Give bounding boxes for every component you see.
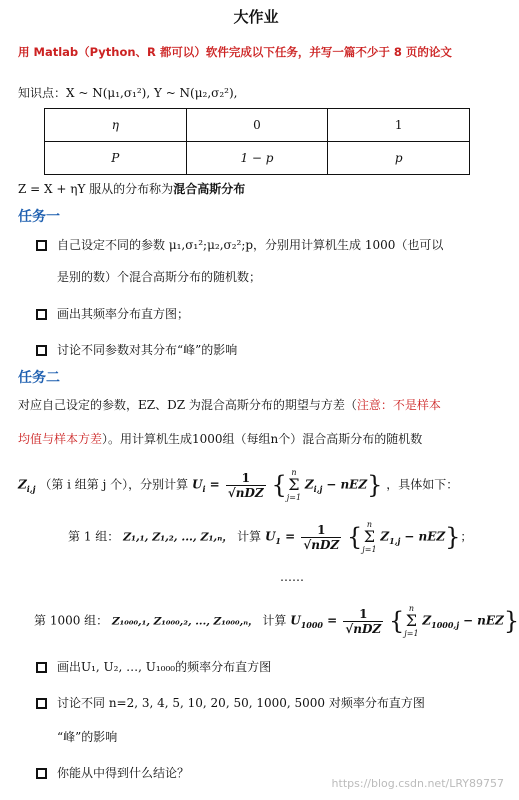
table-cell: 0 xyxy=(186,109,328,142)
calc-label: 计算 xyxy=(237,529,262,544)
note-label: 注意： xyxy=(356,398,393,412)
group-label: 第 1 组： xyxy=(68,529,120,544)
u-var: U xyxy=(191,477,203,492)
list-item-text: 讨论不同 n=2, 3, 4, 5, 10, 20, 50, 1000, 5000 对频率分布直方图 xyxy=(57,696,425,710)
requirement-text: 用 Matlab（Python、R 都可以）软件完成以下任务，并写一篇不少于 8 页的论文 xyxy=(18,45,452,59)
group1000-line: 第 1000 组： Z₁₀₀₀,₁, Z₁₀₀₀,₂, ..., Z₁₀₀₀,ₙ， 计算 $U_{1000}$ = $\frac{1}{\text{√nDZ}}$ { n Σ j=1 $Z_{1000,j} - nEZ$} xyxy=(34,604,519,638)
list-item-text: 讨论不同参数对其分布“峰”的影响 xyxy=(57,343,238,357)
list-item xyxy=(36,305,189,322)
ellipsis: …… xyxy=(280,570,304,584)
u-sub: i xyxy=(202,483,206,494)
table-row xyxy=(45,142,470,175)
group-label: 第 1000 组： xyxy=(34,613,109,628)
knowledge-line: 知识点：X ~ N(μ₁,σ₁²), Y ~ N(μ₂,σ₂²), xyxy=(18,86,238,100)
task2-intro-line1 xyxy=(18,396,441,413)
watermark: https://blog.csdn.net/LRY89757 xyxy=(331,777,504,790)
task2-intro-line2 xyxy=(18,430,422,447)
list-item xyxy=(36,236,443,253)
sum-symbol: n Σ j=1 xyxy=(404,604,419,638)
fraction: $\frac{1}{\text{√nDZ}}$ xyxy=(227,470,264,500)
page-title: 大作业 xyxy=(233,8,279,26)
table-cell: p xyxy=(328,142,470,175)
list-item xyxy=(36,694,425,711)
list-item-continuation: 是别的数）个混合高斯分布的随机数； xyxy=(57,270,262,284)
checkbox-icon xyxy=(36,240,47,251)
intro-text: 对应自己设定的参数，EZ、DZ 为混合高斯分布的期望与方差（ xyxy=(18,398,357,412)
table-row xyxy=(45,109,470,142)
list-item-text: 自己设定不同的参数 μ₁,σ₁²;μ₂,σ₂²;p，分别用计算机生成 1000（也可以 xyxy=(57,238,444,252)
task2-heading: 任务二 xyxy=(18,370,60,386)
list-item-text: 你能从中得到什么结论？ xyxy=(57,766,190,780)
list-item-text: 画出其频率分布直方图； xyxy=(57,307,190,321)
table-cell: 1 xyxy=(328,109,470,142)
checkbox-icon xyxy=(36,345,47,356)
sum-symbol: n Σ j=1 xyxy=(286,468,302,502)
table-cell: η xyxy=(45,109,187,142)
u-var: U xyxy=(290,613,301,628)
table-cell: 1 − p xyxy=(186,142,328,175)
list-item-text: 画出U₁, U₂, …, U₁₀₀₀的频率分布直方图 xyxy=(57,660,272,674)
table-cell: P xyxy=(45,142,187,175)
checkbox-icon xyxy=(36,698,47,709)
definition-line xyxy=(18,180,245,197)
u-sub: 1000 xyxy=(300,619,323,630)
note-text-cont: 均值与样本方差 xyxy=(18,432,103,446)
intro-text: ）。用计算机生成1000组（每组n个）混合高斯分布的随机数 xyxy=(102,432,423,446)
list-item xyxy=(36,658,271,675)
definition-prefix: Z = X + ηY 服从的分布称为 xyxy=(18,182,174,196)
zij-text1: （第 i 组第 j 个），分别计算 xyxy=(39,477,189,492)
checkbox-icon xyxy=(36,309,47,320)
calc-label: 计算 xyxy=(262,613,287,628)
zij-text2: ，具体如下： xyxy=(386,477,459,492)
fraction: $\frac{1}{\text{√nDZ}}$ xyxy=(345,606,382,636)
u-sub: 1 xyxy=(275,535,281,546)
checkbox-icon xyxy=(36,662,47,673)
z-var: Z xyxy=(18,477,27,492)
sum-symbol: n Σ j=1 xyxy=(362,520,377,554)
list-item xyxy=(36,764,189,781)
definition-term: 混合高斯分布 xyxy=(173,182,246,196)
fraction: $\frac{1}{\text{√nDZ}}$ xyxy=(303,522,340,552)
group1-line: 第 1 组： Z₁,₁, Z₁,₂, ..., Z₁,ₙ， 计算 $U_1$ = $\frac{1}{\text{√nDZ}}$ { n Σ j=1 $Z_{1,j} - nEZ$}； xyxy=(68,520,473,554)
u-var: U xyxy=(264,529,276,544)
distribution-table xyxy=(44,108,470,175)
z-sub: i,j xyxy=(26,483,36,494)
zij-line: $Z_{i,j}$ （第 i 组第 j 个），分别计算 $U_i$ = $\frac{1}{\text{√nDZ}}$ { n Σ j=1 $Z_{i,j} - nEZ$} ，具体如下： xyxy=(18,468,459,502)
list-item xyxy=(36,341,237,358)
task1-heading: 任务一 xyxy=(18,209,60,225)
list-item-continuation: “峰”的影响 xyxy=(57,730,118,744)
checkbox-icon xyxy=(36,768,47,779)
group-seq: Z₁₀₀₀,₁, Z₁₀₀₀,₂, ..., Z₁₀₀₀,ₙ， xyxy=(112,615,259,628)
group-seq: Z₁,₁, Z₁,₂, ..., Z₁,ₙ， xyxy=(123,530,234,544)
note-text: 不是样本 xyxy=(392,398,441,412)
